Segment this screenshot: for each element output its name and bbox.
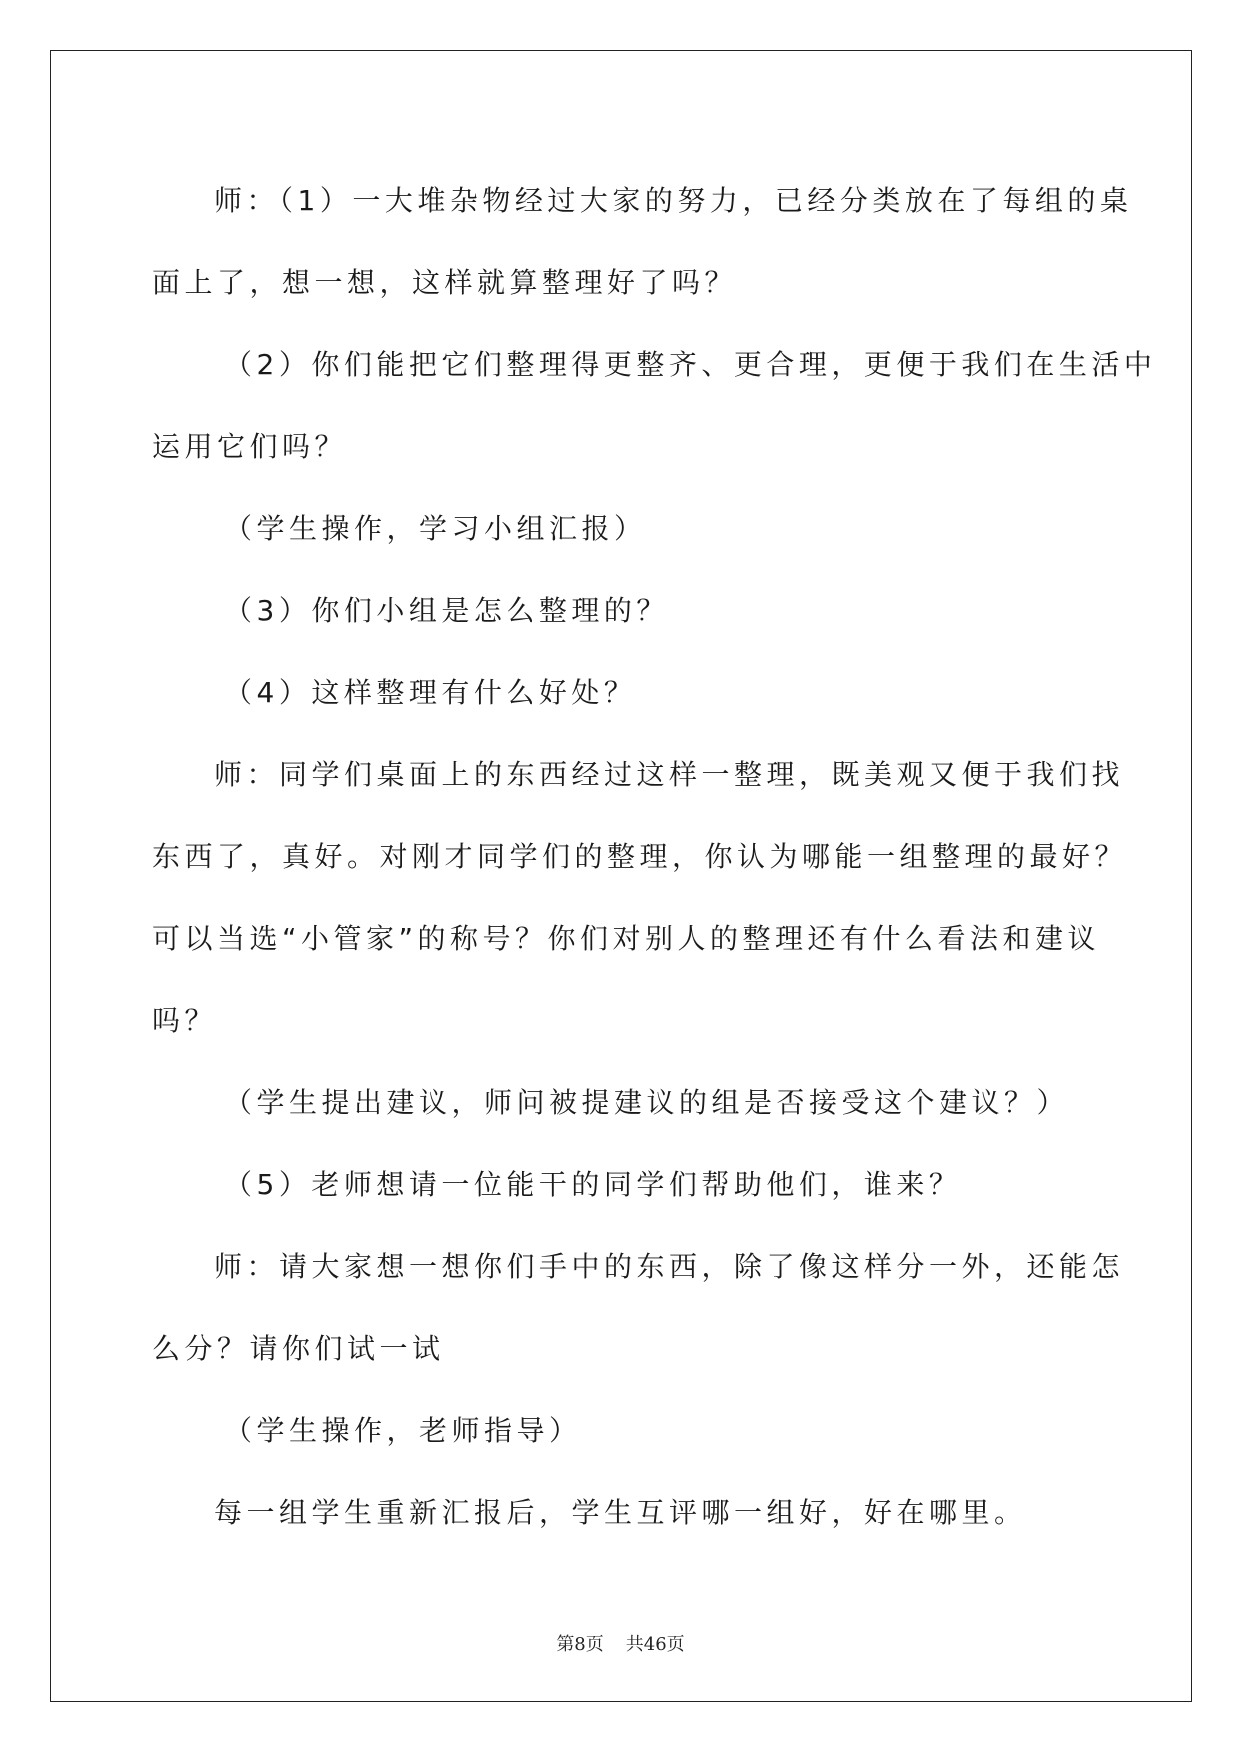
text-line: 师：（1）一大堆杂物经过大家的努力，已经分类放在了每组的桌 — [214, 184, 1133, 217]
paragraph — [152, 324, 1157, 406]
text-line: 师：请大家想一想你们手中的东西，除了像这样分一外，还能怎 — [214, 1250, 1125, 1283]
paragraph — [152, 734, 1125, 816]
text-line: （学生操作，老师指导） — [224, 1414, 582, 1447]
text-line: （4）这样整理有什么好处？ — [224, 676, 637, 709]
document-body — [152, 160, 1157, 1554]
text-line: 么分？请你们试一试 — [152, 1332, 445, 1365]
text-line: （5）老师想请一位能干的同学们帮助他们，谁来？ — [224, 1168, 962, 1201]
current-page-label: 第8页 — [556, 1634, 604, 1655]
paragraph — [152, 1144, 1097, 1226]
paragraph-continuation — [152, 406, 1097, 488]
paragraph — [152, 570, 1097, 652]
total-pages-label: 共46页 — [625, 1634, 685, 1655]
text-line: 可以当选“小管家”的称号？你们对别人的整理还有什么看法和建议 — [152, 922, 1101, 955]
paragraph-continuation — [152, 980, 1097, 1062]
paragraph-continuation — [152, 1308, 1097, 1390]
paragraph — [152, 488, 1097, 570]
paragraph — [152, 1062, 1097, 1144]
text-line: 运用它们吗？ — [152, 430, 348, 463]
paragraph — [152, 1472, 1097, 1554]
text-line: 每一组学生重新汇报后，学生互评哪一组好，好在哪里。 — [214, 1496, 1027, 1529]
paragraph — [152, 1390, 1097, 1472]
text-line: 师：同学们桌面上的东西经过这样一整理，既美观又便于我们找 — [214, 758, 1125, 791]
text-line: 东西了，真好。对刚才同学们的整理，你认为哪能一组整理的最好？ — [152, 840, 1128, 873]
page-footer — [0, 1630, 1241, 1656]
paragraph — [152, 160, 1133, 242]
text-line: 面上了，想一想，这样就算整理好了吗？ — [152, 266, 738, 299]
paragraph-continuation — [152, 816, 1128, 898]
text-line: （学生操作，学习小组汇报） — [224, 512, 647, 545]
text-line: （2）你们能把它们整理得更整齐、更合理，更便于我们在生活中 — [224, 348, 1157, 381]
text-line: 吗？ — [152, 1004, 218, 1037]
text-line: （学生提出建议，师问被提建议的组是否接受这个建议？） — [224, 1086, 1070, 1119]
paragraph-continuation — [152, 242, 1097, 324]
text-line: （3）你们小组是怎么整理的？ — [224, 594, 669, 627]
paragraph-continuation — [152, 898, 1101, 980]
paragraph — [152, 652, 1097, 734]
paragraph — [152, 1226, 1125, 1308]
